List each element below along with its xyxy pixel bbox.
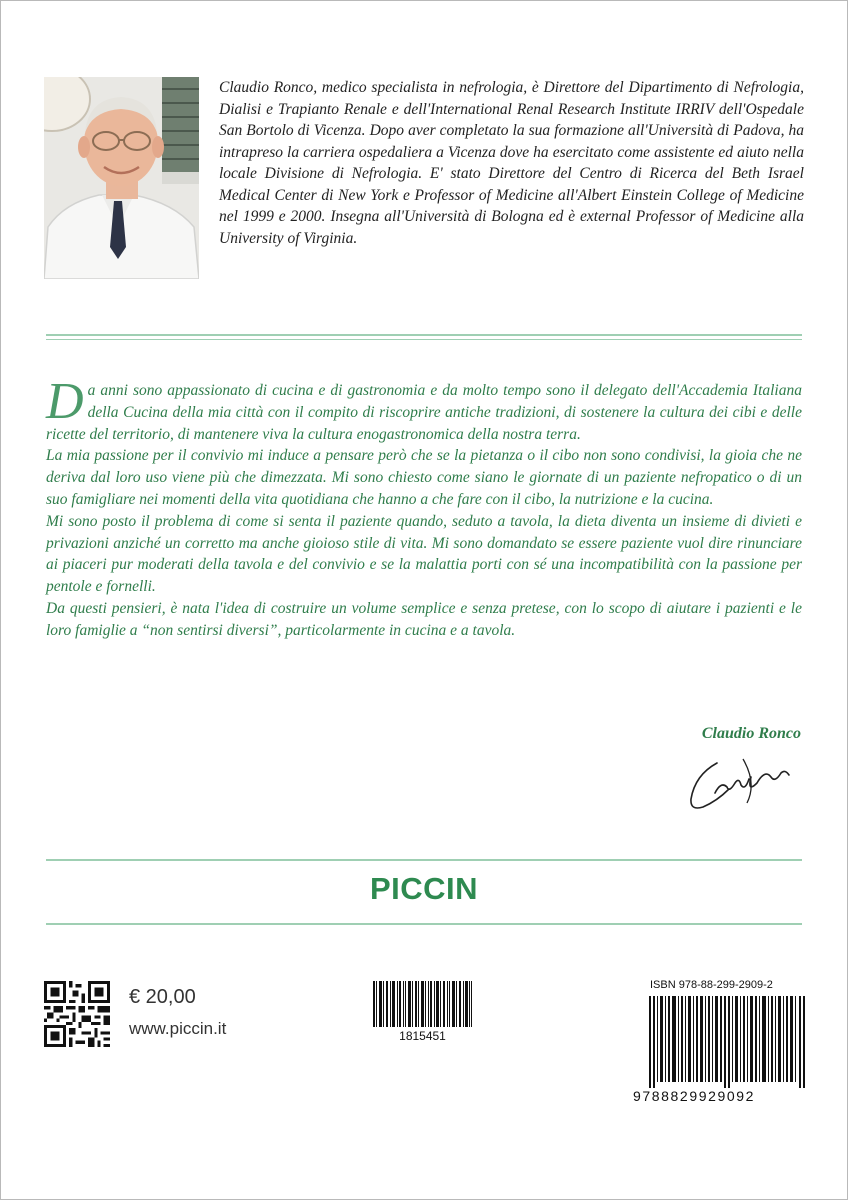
intro-paragraph-2: La mia passione per il convivio mi induce a pensare però che se la pietanza o il cibo non sono condivisi, la gioia che ne deriva dal loro uso viene più che dimezzata. Mi sono chiesto come siano le giornate di un paziente nefropatico o di un suo famigliare nei momenti della vita quotidiana che hanno a che fare con il cibo, la nutrizione e la cucina. (46, 447, 802, 508)
price: € 20,00 (129, 986, 196, 1008)
isbn-barcode-icon (649, 996, 805, 1088)
author-name: Claudio Ronco (701, 725, 801, 742)
intro-paragraph-3: Mi sono posto il problema di come si senta il paziente quando, seduto a tavola, la dieta diventa un insieme di divieti e privazioni anziché un corretto ma anche gioioso stile di vita. Mi sono domandato se essere paziente vuol dire rinunciare ai piaceri pur moderati della tavola e del convivio e se la malattia porti con sé una incompatibilità con la passione per pentole e fornelli. (46, 512, 802, 596)
isbn-number: 9788829929092 (633, 1088, 756, 1104)
intro-paragraph-4: Da questi pensieri, è nata l'idea di costruire un volume semplice e senza pretese, con lo scopo di aiutare i pazienti e le loro famiglie a “non sentirsi diversi”, particolarmente in cucina e a tavola. (46, 599, 802, 639)
intro-paragraph-1: Da anni sono appassionato di cucina e di gastronomia e da molto tempo sono il delegato dell'Accademia Italiana della Cucina della mia città con il compito di riscoprire antiche tradizioni, di sostenere la cultura dei cibi e delle ricette del territorio, di mantenere viva la cultura enogastronomica della nostra terra. (46, 373, 802, 443)
drop-cap: D (46, 373, 84, 430)
author-introduction (46, 373, 802, 642)
author-bio: Claudio Ronco, medico specialista in nefrologia, è Direttore del Dipartimento di Nefrologia, Dialisi e Trapianto Renale e dell'International Renal Research Institute IRRIV dell'Ospedale San Bortolo di Vicenza. Dopo aver completato la sua formazione all'Università di Padova, ha intrapreso la carriera ospedaliera a Vicenza dove ha esercitato come assistente ed aiuto nella locale Divisione di Nefrologia. E' stato Direttore del Centro di Ricerca del Beth Israel Medical Center di New York e Professor of Medicine all'Albert Einstein College of Medicine nel 1999 e 2000. Insegna all'Università di Bologna ed è external Professor of Medicine alla University of Virginia. (219, 79, 804, 247)
barcode-icon (373, 981, 472, 1027)
divider-middle (46, 859, 802, 861)
divider-bottom (46, 923, 802, 925)
website-link[interactable]: www.piccin.it (129, 1019, 227, 1038)
publisher-logo: PICCIN (369, 871, 479, 906)
barcode-number: 1815451 (399, 1029, 446, 1043)
signature-icon (687, 753, 791, 815)
author-portrait (44, 77, 199, 279)
divider-top (46, 334, 802, 340)
qr-code-icon (44, 981, 110, 1047)
isbn-label: ISBN 978-88-299-2909-2 (650, 979, 773, 991)
